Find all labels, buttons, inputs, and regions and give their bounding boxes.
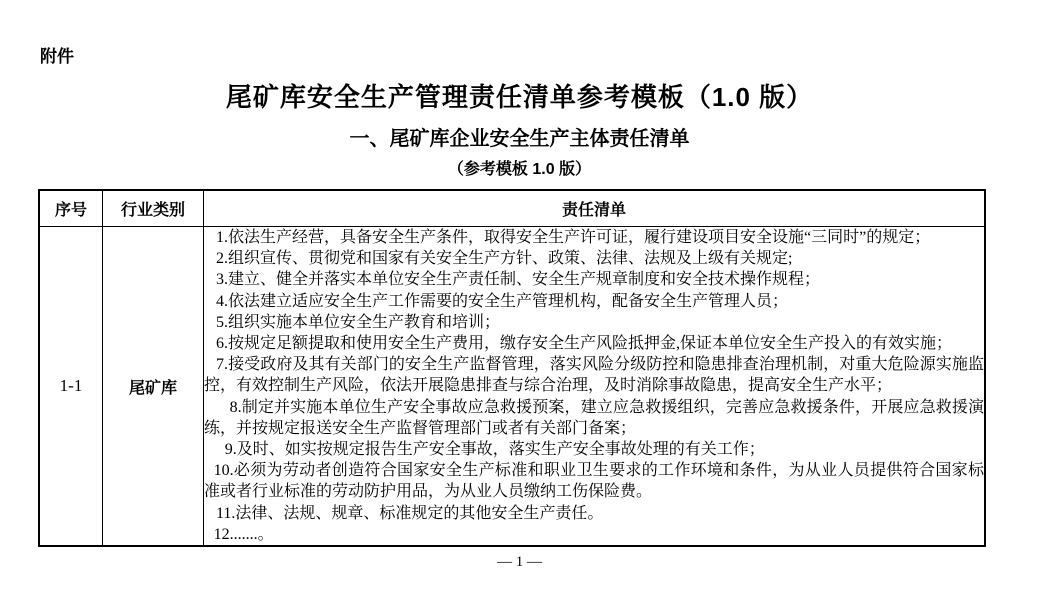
duty-item: 1.依法生产经营，具备安全生产条件，取得安全生产许可证，履行建设项目安全设施“三同时”的规定； <box>216 229 931 246</box>
duty-item: 11.法律、法规、规章、标准规定的其他安全生产责任。 <box>216 504 604 522</box>
section-title: 一、尾矿库企业安全生产主体责任清单 <box>349 128 690 150</box>
duty-item: 2.组织宣传、贯彻党和国家有关安全生产方针、政策、法律、法规及上级有关规定; <box>216 250 793 268</box>
duty-item: 3.建立、健全并落实本单位安全生产责任制、安全生产规章制度和安全技术操作规程； <box>216 271 821 289</box>
page-number: — 1 — <box>497 554 542 571</box>
column-header-duties: 责任清单 <box>204 190 986 227</box>
attachment-label: 附件 <box>40 47 74 66</box>
duties-list <box>204 227 984 545</box>
document-title: 尾矿库安全生产管理责任清单参考模板（1.0 版） <box>225 82 814 112</box>
industry-cell: 尾矿库 <box>103 227 204 547</box>
duty-item: 5.组织实施本单位安全生产教育和培训； <box>216 313 501 331</box>
duties-cell <box>204 227 986 547</box>
template-version-note: （参考模板 1.0 版） <box>447 161 592 178</box>
table-header-row <box>39 190 985 227</box>
duty-item: 8.制定并实施本单位生产安全事故应急救援预案，建立应急救援组织，完善应急救援条件，开展应急救援演练，并按规定报送安全生产监督管理部门或者有关部门备案； <box>204 398 984 437</box>
column-header-industry: 行业类别 <box>103 190 204 227</box>
duty-item: 6.按规定足额提取和使用安全生产费用，缴存安全生产风险抵押金,保证本单位安全生产投入的有效实施； <box>216 335 953 353</box>
serial-cell: 1-1 <box>39 227 103 547</box>
duty-item: 4.依法建立适应安全生产工作需要的安全生产管理机构，配备安全生产管理人员； <box>216 292 789 310</box>
duty-item: 12.......。 <box>213 525 274 543</box>
column-header-serial: 序号 <box>39 190 103 227</box>
duty-item: 7.接受政府及其有关部门的安全生产监督管理，落实风险分级防控和隐患排查治理机制，对重大危险源实施监控，有效控制生产风险，依法开展隐患排查与综合治理，及时消除事故隐患，提高安全生产水平； <box>204 356 984 395</box>
duty-item: 10.必须为劳动者创造符合国家安全生产标准和职业卫生要求的工作环境和条件，为从业人员提供符合国家标准或者行业标准的劳动防护用品，为从业人员缴纳工伤保险费。 <box>204 462 984 501</box>
table-row <box>39 227 985 547</box>
duty-item: 9.及时、如实按规定报告生产安全事故，落实生产安全事故处理的有关工作； <box>224 441 765 459</box>
responsibility-table <box>38 189 986 547</box>
